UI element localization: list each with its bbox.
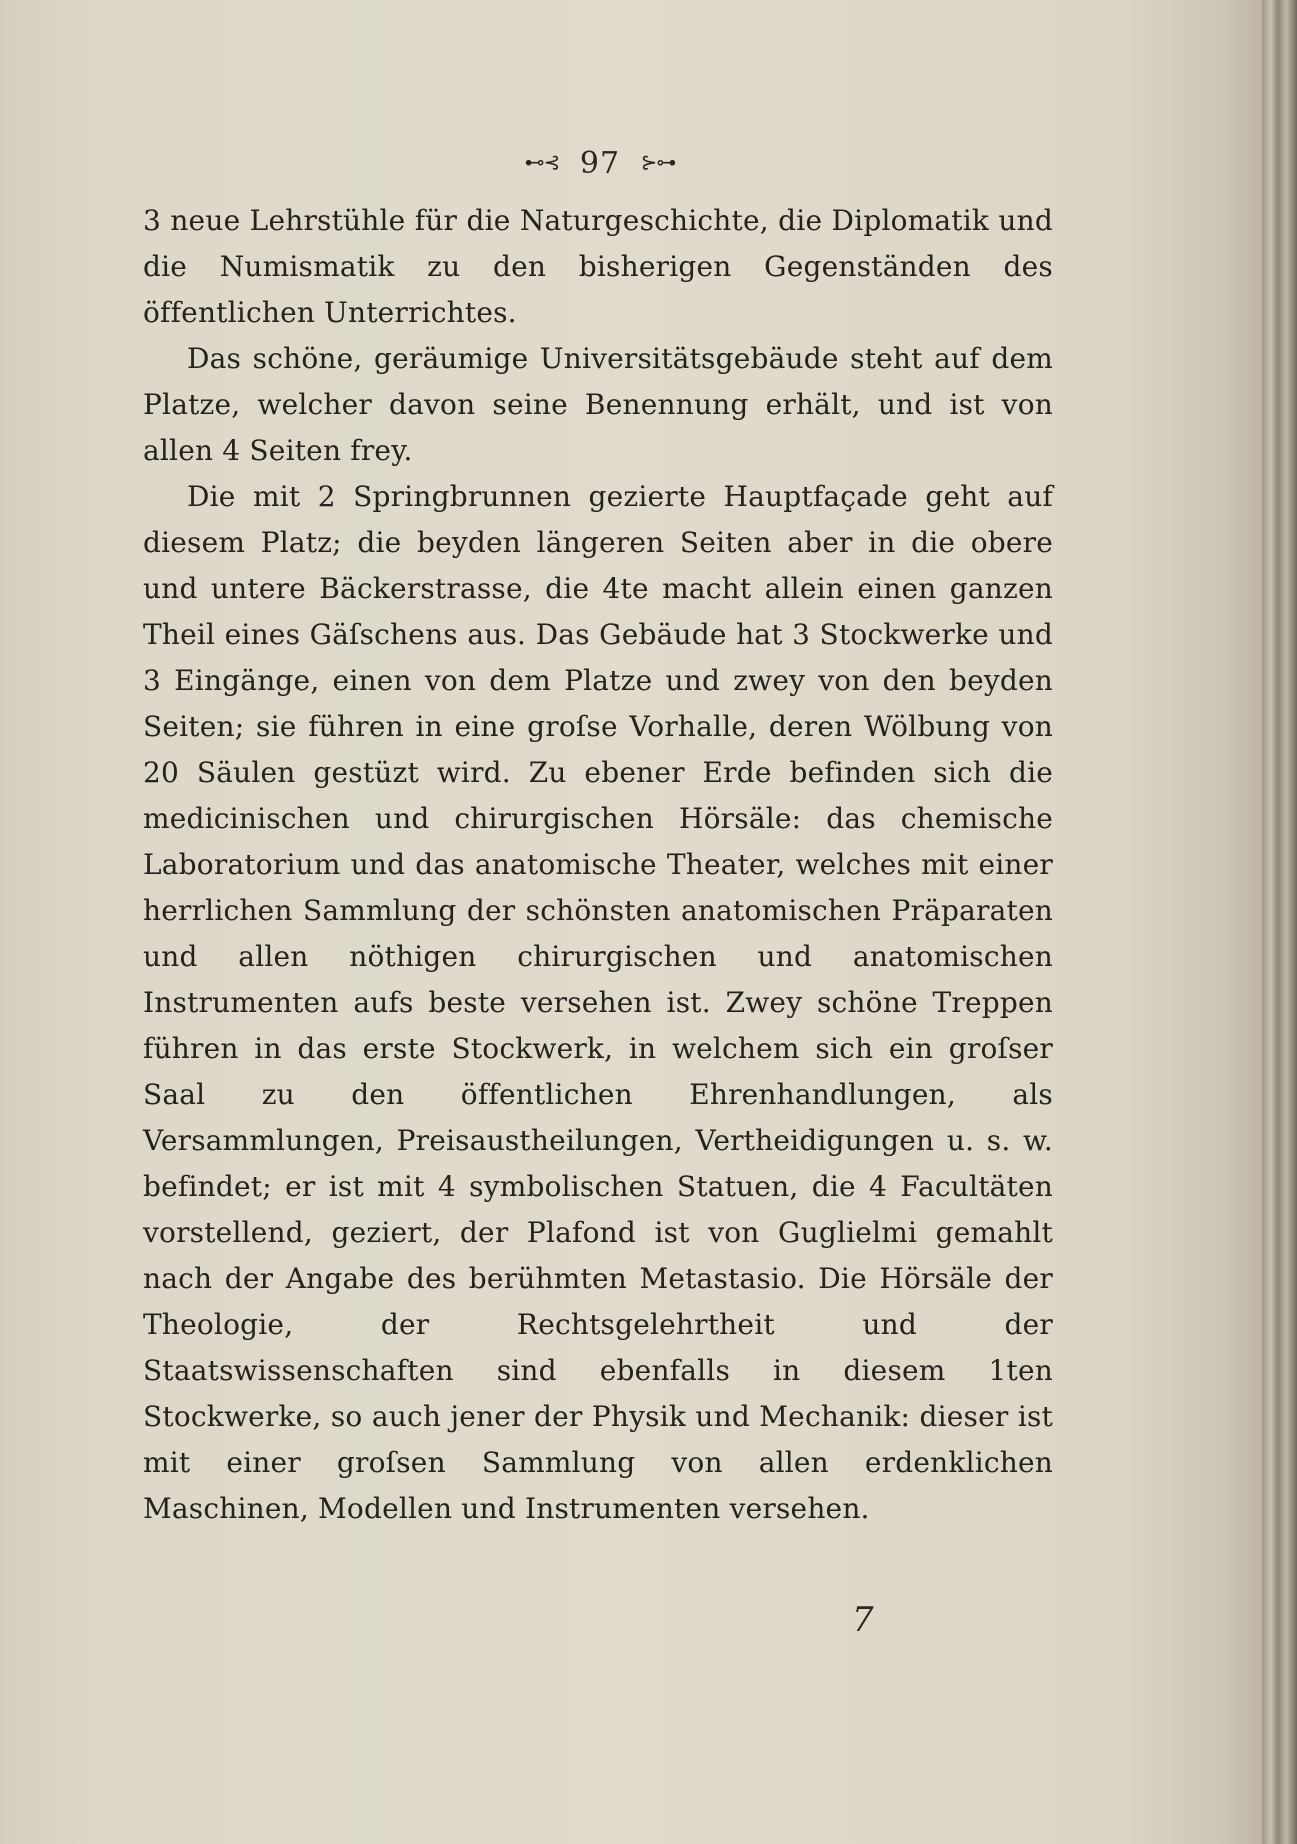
ornament-left: ⊷⊰: [524, 150, 560, 174]
paragraph-2: Das schöne, geräumige Universitätsgebäude steht auf dem Platze, welcher davon seine Benennung erhält, und ist von allen 4 Seiten frey.: [143, 342, 1053, 467]
paragraph-1: 3 neue Lehrstühle für die Naturgeschichte, die Diplomatik und die Numismatik zu den bisherigen Gegenständen des öffentlichen Unterrichtes.: [143, 204, 1053, 329]
page-edge: [1262, 0, 1297, 1844]
body-text: [143, 198, 1053, 1532]
ornament-right: ⊱⊶: [640, 150, 676, 174]
signature-mark: 7: [852, 1600, 874, 1640]
paragraph-3: Die mit 2 Springbrunnen gezierte Hauptfaçade geht auf diesem Platz; die beyden längeren Seiten aber in die obere und untere Bäckerstrasse, die 4te macht allein einen ganzen Theil eines Gäſschens aus. Das Gebäude hat 3 Stockwerke und 3 Eingänge, einen von dem Platze und zwey von den beyden Seiten; sie führen in eine groſse Vorhalle, deren Wölbung von 20 Säulen gestüzt wird. Zu ebener Erde befinden sich die medicinischen und chirurgischen Hörsäle: das chemische Laboratorium und das anatomische Theater, welches mit einer herrlichen Sammlung der schönsten anatomischen Präparaten und allen nöthigen chirurgischen und anatomischen Instrumenten aufs beste versehen ist. Zwey schöne Treppen führen in das erste Stockwerk, in welchem sich ein groſser Saal zu den öffentlichen Ehrenhandlungen, als Versammlungen, Preisaustheilungen, Vertheidigungen u. s. w. befindet; er ist mit 4 symbolischen Statuen, die 4 Facultäten vorstellend, geziert, der Plafond ist von Guglielmi gemahlt nach der Angabe des berühmten Metastasio. Die Hörsäle der Theologie, der Rechtsgelehrtheit und der Staatswissenschaften sind ebenfalls in diesem 1ten Stockwerke, so auch jener der Physik und Mechanik: dieser ist mit einer groſsen Sammlung von allen erdenklichen Maschinen, Modellen und Instrumenten versehen.: [143, 480, 1053, 1525]
page-number: 97: [579, 146, 621, 181]
page-header: [0, 146, 1200, 181]
